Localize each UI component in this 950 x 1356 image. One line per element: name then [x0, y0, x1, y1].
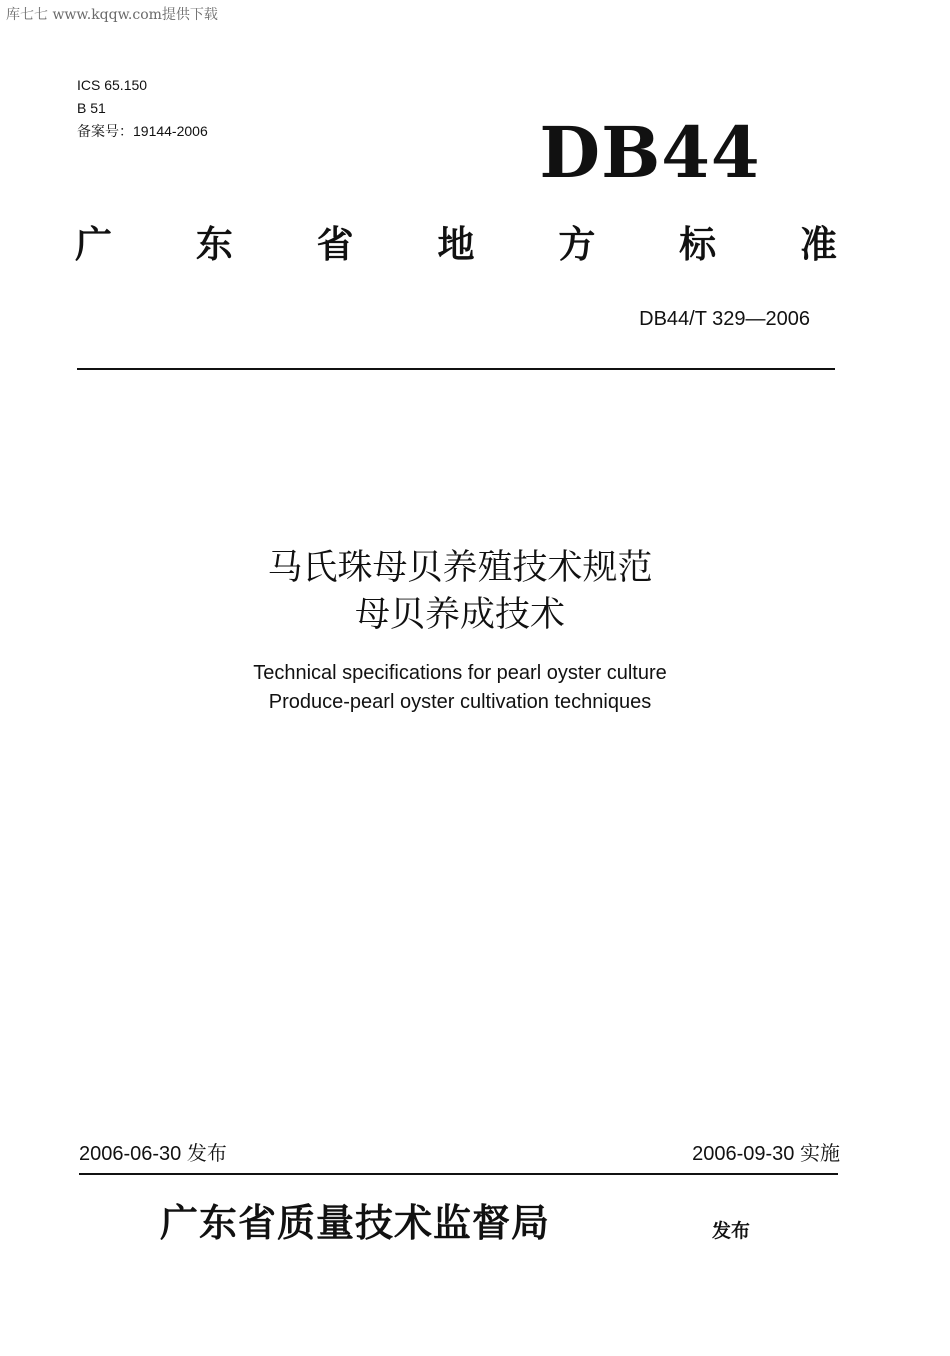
bottom-divider: [79, 1173, 838, 1175]
ccs-code: B 51: [77, 100, 106, 116]
standard-type-char: 准: [799, 223, 837, 266]
standard-number: DB44/T 329—2006: [639, 308, 810, 330]
standard-type-char: 省: [316, 223, 354, 266]
db44-logo: DB44: [539, 111, 761, 194]
standard-type-char: 方: [558, 223, 596, 266]
publish-date: 2006-06-30 发布: [79, 1143, 227, 1165]
publisher-name: 广东省质量技术监督局: [160, 1200, 551, 1245]
watermark-text: 库七七 www.kqqw.com提供下载: [6, 7, 218, 23]
title-cn-line1: 马氏珠母贝养殖技术规范: [267, 548, 653, 588]
title-en-line2: Produce-pearl oyster cultivation techniques: [268, 691, 652, 713]
title-cn-line2: 母贝养成技术: [354, 595, 565, 635]
top-divider: [77, 368, 835, 370]
issue-label: 发布: [712, 1220, 751, 1242]
standard-type-char: 标: [679, 223, 717, 266]
standard-type-char: 地: [437, 223, 475, 266]
ics-code: ICS 65.150: [77, 77, 148, 93]
title-en-line1: Technical specifications for pearl oyster culture: [253, 662, 667, 684]
standard-type-char: 广: [75, 223, 112, 266]
standard-type-char: 东: [195, 223, 233, 266]
filing-number: 备案号：19144-2006: [77, 123, 208, 139]
effective-date: 2006-09-30 实施: [692, 1143, 840, 1165]
standard-type-title: [75, 223, 837, 266]
